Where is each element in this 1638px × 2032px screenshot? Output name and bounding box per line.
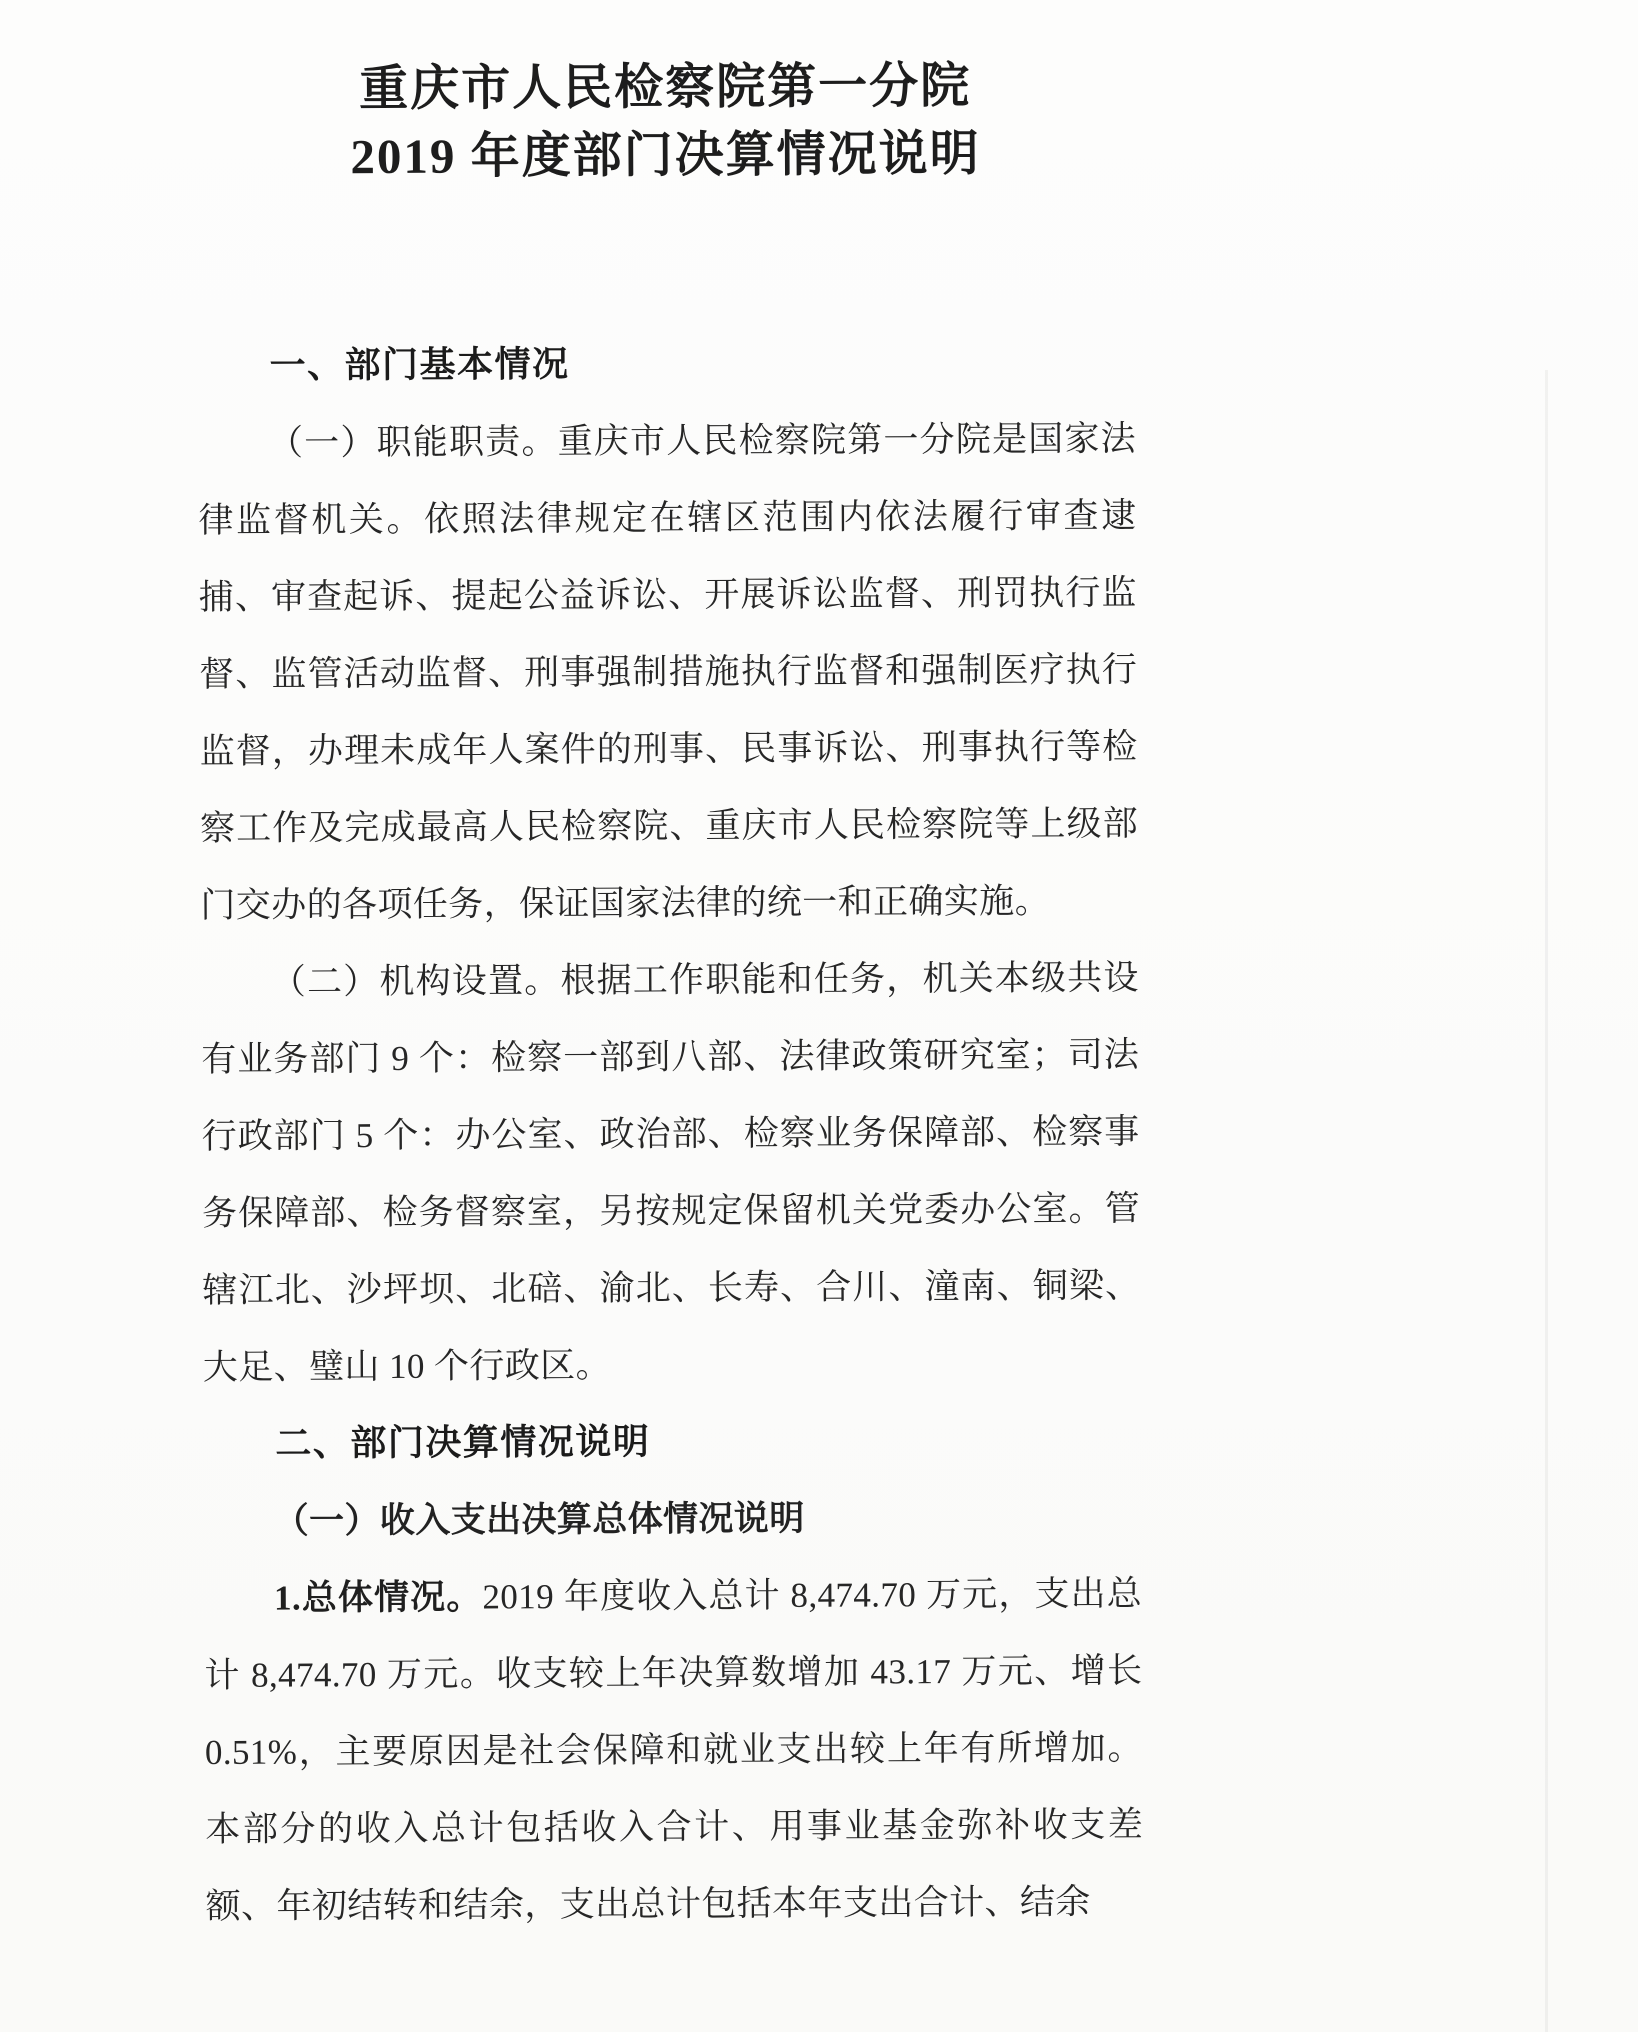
scan-artifact-streak	[1545, 370, 1548, 2032]
para-overall-label: 1.总体情况。	[273, 1577, 483, 1618]
para-organization-label: （二）机构设置。	[270, 961, 561, 1002]
para-duties-label: （一）职能职责。	[267, 422, 558, 463]
document-title-line1: 重庆市人民检察院第一分院	[359, 57, 972, 117]
subheading-income-expenditure: （一）收入支出决算总体情况说明	[273, 1498, 805, 1541]
para-overall-text: 2019 年度收入总计 8,474.70 万元，支出总计 8,474.70 万元。收支较上年决算数增加 43.17 万元、增长 0.51%，主要原因是社会保障和就业支出较上年有所增加。本部分的收入总计包括收入合计、用事业基金弥补收支差额、年初结转和结余，支出总计包括本年支出合计、结余	[204, 1574, 1144, 1926]
para-organization-text: 根据工作职能和任务，机关本级共设有业务部门 9 个：检察一部到八部、法律政策研究室；司法行政部门 5 个：办公室、政治部、检察业务保障部、检察事务保障部、检务督察室，另按规定保留机关党委办公室。管辖江北、沙坪坝、北碚、渝北、长寿、合川、潼南、铜梁、大足、璧山 10 个行政区。	[201, 958, 1141, 1387]
document-body	[197, 323, 1143, 1945]
document-title	[196, 51, 1135, 192]
para-duties-text: 重庆市人民检察院第一分院是国家法律监督机关。依照法律规定在辖区范围内依法履行审查逮捕、审查起诉、提起公益诉讼、开展诉讼监督、刑罚执行监督、监管活动监督、刑事强制措施执行监督和强制医疗执行监督，办理未成年人案件的刑事、民事诉讼、刑事执行等检察工作及完成最高人民检察院、重庆市人民检察院等上级部门交办的各项任务，保证国家法律的统一和正确实施。	[198, 419, 1139, 925]
heading-basic-info: 一、部门基本情况	[269, 344, 570, 387]
para-organization	[201, 939, 1141, 1406]
heading-final-accounts: 二、部门决算情况说明	[275, 1421, 651, 1465]
document-content	[196, 51, 1144, 1945]
para-overall-situation	[204, 1555, 1144, 1945]
document-title-line2: 2019 年度部门决算情况说明	[350, 125, 981, 185]
para-duties	[198, 400, 1139, 944]
